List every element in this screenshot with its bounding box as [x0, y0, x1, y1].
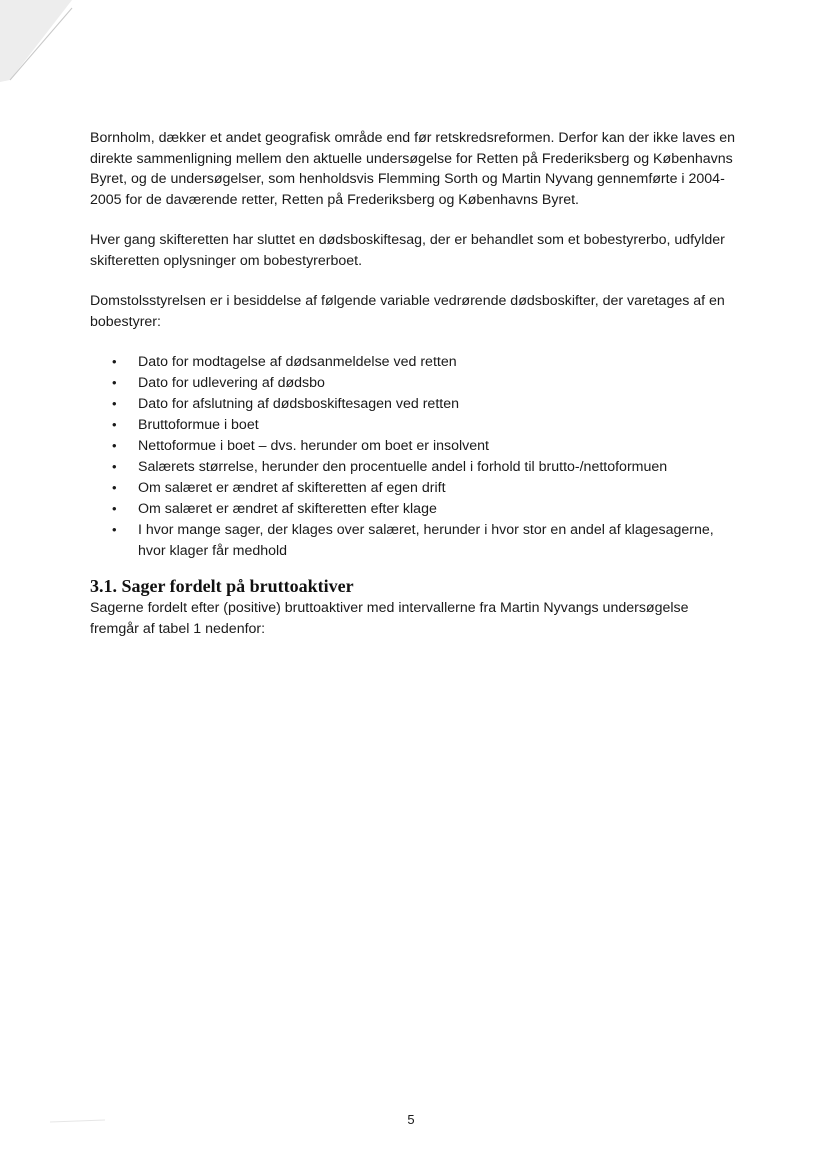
list-item: • Dato for afslutning af dødsboskiftesagen ved retten — [90, 394, 740, 415]
scan-artifact — [50, 1118, 110, 1124]
paragraph-intro: Bornholm, dækker et andet geografisk område end før retskredsreformen. Derfor kan der ikke laves en direkte sammenligning mellem den aktuelle undersøgelse for Retten på Frederiksberg og Københavns Byret, og de undersøgelser, som henholdsvis Flemming Sorth og Martin Nyvang gennemførte i 2004-2005 for de daværende retter, Retten på Frederiksberg og Københavns Byret. — [90, 130, 736, 208]
list-item: • I hvor mange sager, der klages over salæret, herunder i hvor stor en andel af klagesagerne, hvor klager får medhold — [112, 522, 714, 559]
bullet-icon: • — [112, 459, 117, 474]
paragraph-skifteret: Hver gang skifteretten har sluttet en dødsboskiftesag, der er behandlet som et bobestyrerbo, udfylder skifteretten oplysninger om bobestyrerboet. — [90, 232, 725, 269]
bullet-icon: • — [112, 522, 117, 537]
bullet-icon: • — [112, 375, 117, 390]
page-number: 5 — [407, 1112, 415, 1127]
page-corner-fold — [0, 0, 80, 85]
bullet-icon: • — [112, 438, 117, 453]
variables-list — [90, 352, 740, 561]
bullet-icon: • — [112, 417, 117, 432]
paragraph-variables-intro: Domstolsstyrelsen er i besiddelse af følgende variable vedrørende dødsboskifter, der varetages af en bobestyrer: — [90, 293, 725, 330]
bullet-icon: • — [112, 501, 117, 516]
section-heading: 3.1. Sager fordelt på bruttoaktiver — [90, 576, 354, 596]
list-item: • Bruttoformue i boet — [90, 415, 740, 436]
list-item: • Nettoformue i boet – dvs. herunder om boet er insolvent — [90, 436, 740, 457]
list-item: • Dato for modtagelse af dødsanmeldelse ved retten — [90, 352, 740, 373]
list-item: • Salærets størrelse, herunder den procentuelle andel i forhold til brutto-/nettoformuen — [90, 457, 740, 478]
document-body — [90, 128, 740, 639]
bullet-icon: • — [112, 354, 117, 369]
section-body: Sagerne fordelt efter (positive) bruttoaktiver med intervallerne fra Martin Nyvangs undersøgelse fremgår af tabel 1 nedenfor: — [90, 600, 689, 637]
list-item: • Dato for udlevering af dødsbo — [90, 373, 740, 394]
list-item: • Om salæret er ændret af skifteretten af egen drift — [90, 478, 740, 499]
bullet-icon: • — [112, 480, 117, 495]
bullet-icon: • — [112, 396, 117, 411]
list-item: • Om salæret er ændret af skifteretten efter klage — [90, 499, 740, 520]
